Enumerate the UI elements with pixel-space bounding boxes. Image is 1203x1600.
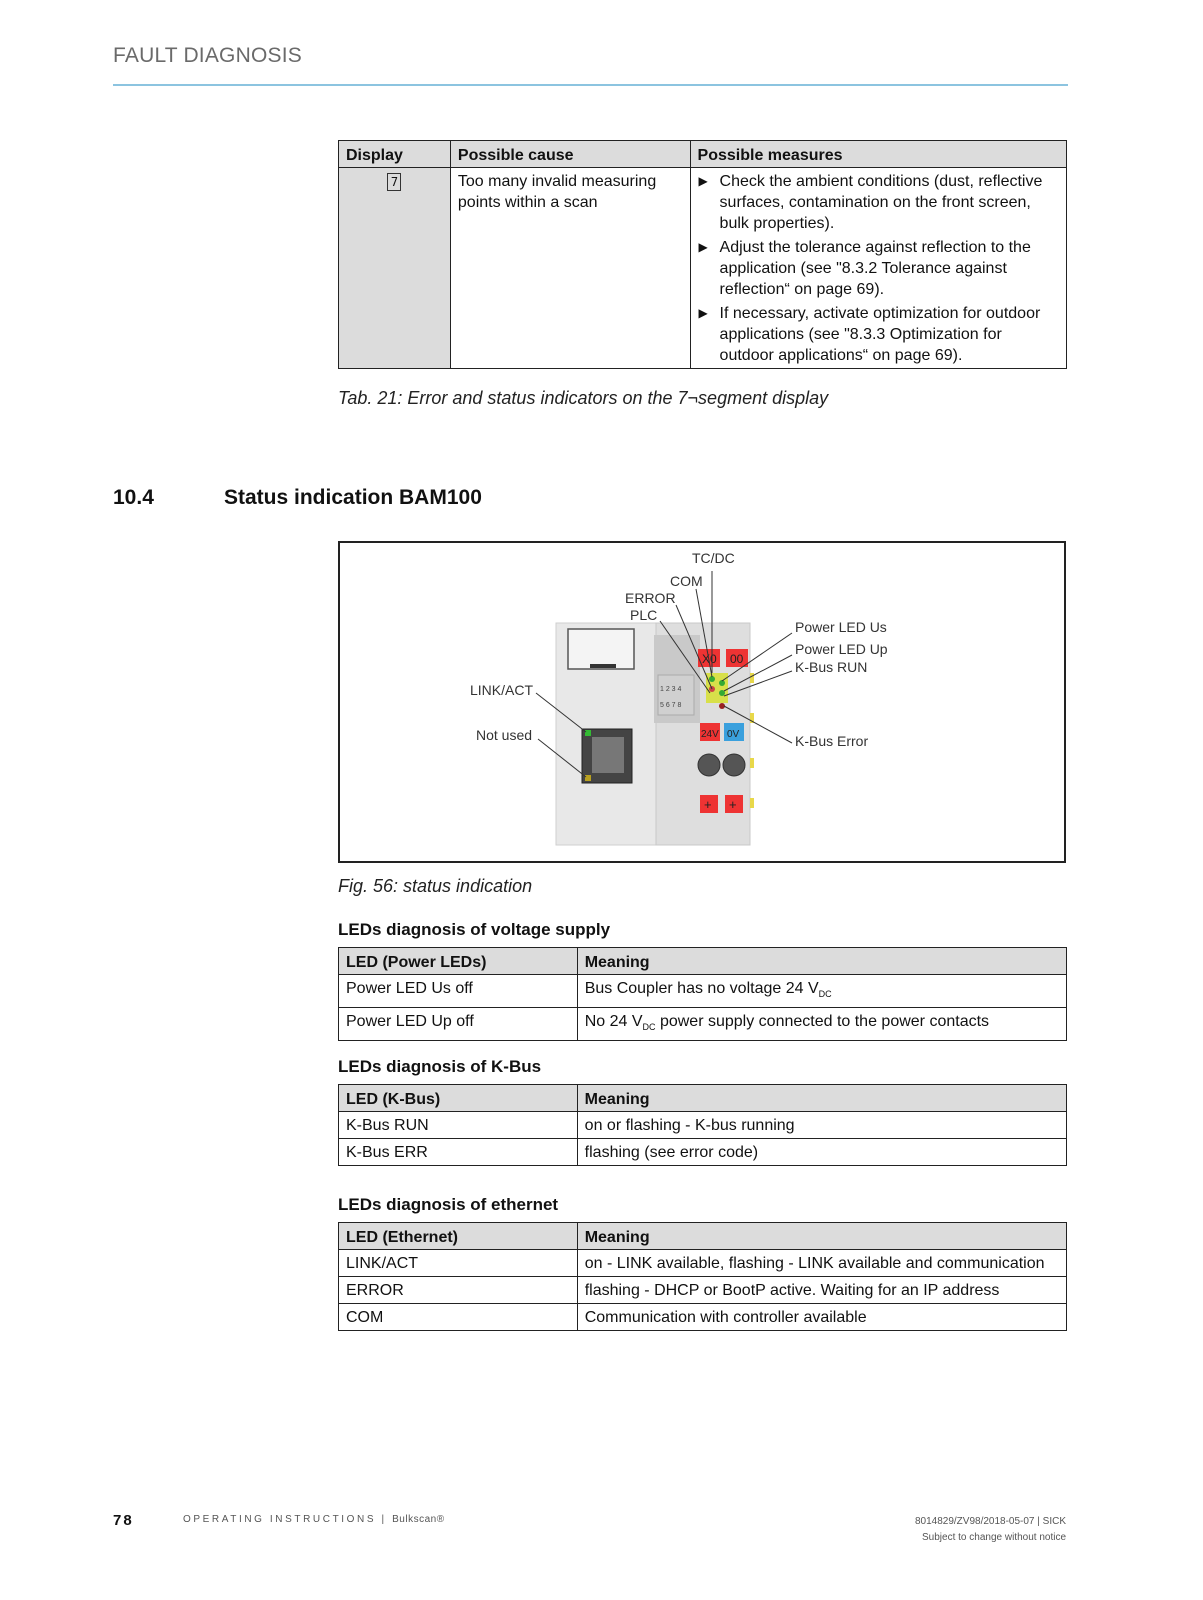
meaning-cell: flashing - DHCP or BootP active. Waiting for an IP address — [577, 1277, 1066, 1304]
meaning-text: No 24 V — [584, 1013, 643, 1030]
footer-notice: Subject to change without notice — [922, 1532, 1066, 1543]
meaning-text: Bus Coupler has no voltage 24 V — [584, 980, 819, 997]
tag-0v-text: 0V — [727, 729, 740, 740]
page-number: 78 — [113, 1512, 134, 1529]
measure-text: Adjust the tolerance against reflection to the application (see "8.3.2 Tolerance against reflection“ on page 69). — [719, 239, 1031, 298]
ethernet-heading: LEDs diagnosis of ethernet — [338, 1195, 559, 1214]
status-indication-figure — [338, 541, 1066, 863]
section-number: 10.4 — [113, 486, 154, 509]
led-cell: COM — [339, 1304, 578, 1331]
led-cell: Power LED Us off — [339, 975, 578, 1008]
table-header-row — [339, 1223, 1067, 1250]
rj45-opening — [592, 737, 624, 773]
table-header-row — [339, 948, 1067, 975]
label-window — [568, 629, 634, 669]
side-mark — [750, 758, 754, 768]
kbus-table — [338, 1084, 1067, 1166]
terminal-screw-right — [723, 754, 745, 776]
subscript-dc: DC — [642, 1022, 656, 1032]
label-link-act: LINK/ACT — [470, 682, 534, 698]
header-led: LED (Ethernet) — [339, 1223, 578, 1250]
label-com: COM — [670, 573, 703, 589]
header-meaning: Meaning — [577, 1223, 1066, 1250]
table-row — [339, 1008, 1067, 1041]
seven-segment-display-icon: 7 — [387, 173, 401, 191]
address-switches — [658, 675, 694, 715]
table-row — [339, 1112, 1067, 1139]
footer-doc-type: OPERATING INSTRUCTIONS — [183, 1514, 377, 1525]
list-item — [698, 303, 1059, 366]
section-title: Status indication BAM100 — [224, 486, 482, 509]
meaning-cell: on - LINK available, flashing - LINK available and communication — [577, 1250, 1066, 1277]
meaning-cell — [577, 1008, 1066, 1041]
label-plc: PLC — [630, 607, 658, 623]
tag-plus-right-text: + — [729, 797, 737, 812]
bullet-arrow-icon: ▶ — [698, 240, 708, 254]
tag-00-text: 00 — [730, 652, 744, 666]
led-cell: Power LED Up off — [339, 1008, 578, 1041]
table-caption: Tab. 21: Error and status indicators on the 7¬segment display — [338, 388, 829, 408]
header-meaning: Meaning — [577, 948, 1066, 975]
label-window-slot — [590, 664, 616, 668]
header-meaning: Meaning — [577, 1085, 1066, 1112]
table-row — [339, 1250, 1067, 1277]
subscript-dc: DC — [818, 989, 832, 999]
cause-cell: Too many invalid measuring points within a scan — [450, 168, 690, 369]
tag-24v-text: 24V — [701, 729, 719, 740]
measures-cell — [690, 168, 1066, 369]
label-kbus-error: K-Bus Error — [795, 733, 869, 749]
switch-digits-right: 5 6 7 8 — [660, 702, 682, 709]
meaning-cell: on or flashing - K-bus running — [577, 1112, 1066, 1139]
label-kbus-run: K-Bus RUN — [795, 659, 868, 675]
label-tcdc: TC/DC — [692, 550, 735, 566]
switch-digits-left: 1 2 3 4 — [660, 686, 682, 693]
ethernet-table — [338, 1222, 1067, 1331]
side-mark — [750, 673, 754, 683]
header-rule — [113, 84, 1068, 86]
side-mark — [750, 798, 754, 808]
footer-right — [915, 1514, 1066, 1546]
measure-text: Check the ambient conditions (dust, reflective surfaces, contamination on the front screen, bulk properties). — [719, 173, 1043, 232]
header-possible-measures: Possible measures — [690, 141, 1066, 168]
header-led: LED (Power LEDs) — [339, 948, 578, 975]
label-power-led-us: Power LED Us — [795, 619, 887, 635]
list-item — [698, 171, 1059, 234]
meaning-cell — [577, 975, 1066, 1008]
running-header: FAULT DIAGNOSIS — [113, 44, 302, 67]
meaning-cell: flashing (see error code) — [577, 1139, 1066, 1166]
kbus-heading: LEDs diagnosis of K-Bus — [338, 1057, 542, 1076]
table-row — [339, 168, 1067, 369]
led-cell: ERROR — [339, 1277, 578, 1304]
device-illustration — [340, 543, 1066, 863]
label-error: ERROR — [625, 590, 676, 606]
footer-product: Bulkscan® — [392, 1514, 445, 1525]
voltage-heading: LEDs diagnosis of voltage supply — [338, 920, 611, 939]
label-not-used: Not used — [476, 727, 533, 743]
header-led: LED (K-Bus) — [339, 1085, 578, 1112]
table-row — [339, 1277, 1067, 1304]
voltage-table — [338, 947, 1067, 1041]
footer-separator: | — [381, 1514, 387, 1525]
display-cell — [339, 168, 451, 369]
measure-text: If necessary, activate optimization for outdoor applications (see "8.3.3 Optimization for outdoor applications“ on page 69). — [719, 305, 1041, 364]
table-header-row — [339, 1085, 1067, 1112]
led-cell: K-Bus ERR — [339, 1139, 578, 1166]
tag-x0-text: X0 — [702, 652, 717, 666]
meaning-cell: Communication with controller available — [577, 1304, 1066, 1331]
bullet-arrow-icon: ▶ — [698, 174, 708, 188]
table-header-row — [339, 141, 1067, 168]
measures-list — [698, 171, 1059, 366]
figure-caption: Fig. 56: status indication — [338, 876, 533, 896]
tag-plus-left-text: + — [704, 797, 712, 812]
label-power-led-up: Power LED Up — [795, 641, 888, 657]
table-row — [339, 975, 1067, 1008]
table-row — [339, 1304, 1067, 1331]
footer-document-title — [183, 1514, 445, 1525]
header-possible-cause: Possible cause — [450, 141, 690, 168]
led-cell: K-Bus RUN — [339, 1112, 578, 1139]
header-display: Display — [339, 141, 451, 168]
table-row — [339, 1139, 1067, 1166]
terminal-screw-left — [698, 754, 720, 776]
footer-document-code: 8014829/ZV98/2018-05-07 | SICK — [914, 1516, 1066, 1527]
error-status-table — [338, 140, 1067, 369]
bullet-arrow-icon: ▶ — [698, 306, 708, 320]
led-link-act — [585, 730, 591, 736]
led-not-used — [585, 775, 591, 781]
led-cell: LINK/ACT — [339, 1250, 578, 1277]
list-item — [698, 237, 1059, 300]
meaning-text-tail: power supply connected to the power contacts — [655, 1013, 990, 1030]
